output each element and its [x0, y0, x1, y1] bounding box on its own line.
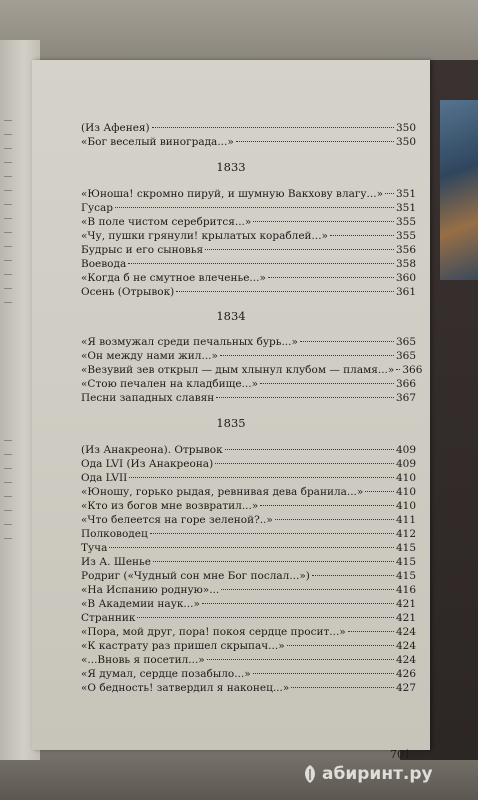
toc-entry — [81, 378, 416, 392]
left-page-text-mark — [4, 274, 12, 275]
toc-entry-title: «Я возмужал среди печальных бурь...» — [81, 336, 298, 348]
leader-dots — [129, 477, 394, 478]
left-page-text-mark — [4, 454, 12, 455]
year-heading: 1833 — [216, 160, 246, 174]
toc-entry-page: 426 — [395, 668, 416, 680]
left-page-text-mark — [4, 496, 12, 497]
toc-entry-title: «На Испанию родную»... — [81, 584, 220, 596]
toc-entry-page: 356 — [395, 244, 416, 256]
leader-dots — [150, 533, 394, 534]
leader-dots — [330, 235, 394, 236]
toc-entry-title: «Стою печален на кладбище...» — [81, 378, 258, 390]
toc-entry-page: 358 — [395, 258, 416, 270]
toc-entry — [81, 556, 416, 570]
leader-dots — [153, 561, 394, 562]
left-page-text-mark — [4, 538, 12, 539]
leader-dots — [300, 341, 394, 342]
left-page-text-mark — [4, 190, 12, 191]
toc-entry — [81, 122, 416, 136]
leader-dots — [137, 617, 394, 618]
toc-entry-page: 421 — [395, 598, 416, 610]
toc-entry — [81, 350, 416, 364]
leader-dots — [109, 547, 394, 548]
leader-dots — [268, 277, 394, 278]
toc-entry-title: «Пора, мой друг, пора! покоя сердце просит...» — [81, 626, 346, 638]
leader-dots — [152, 127, 394, 128]
toc-entry-title: Воевода — [81, 258, 127, 270]
toc-entry-title: Из А. Шенье — [81, 556, 151, 568]
toc-entry-title: Полководец — [81, 528, 148, 540]
toc-entry-page: 367 — [395, 392, 416, 404]
left-page-text-mark — [4, 246, 12, 247]
left-page-text-mark — [4, 302, 12, 303]
toc-entry-page: 410 — [395, 500, 416, 512]
leader-dots — [216, 397, 394, 398]
toc-entry-title: «К кастрату раз пришел скрыпач...» — [81, 640, 285, 652]
labirint-logo-icon — [302, 764, 318, 784]
watermark-text: абиринт.ру — [322, 764, 433, 784]
leader-dots — [365, 491, 394, 492]
leader-dots — [396, 369, 400, 370]
toc-entry-page: 350 — [395, 122, 416, 134]
toc-entry-page: 351 — [395, 188, 416, 200]
toc-entry-page: 424 — [395, 626, 416, 638]
toc-entry — [81, 472, 416, 486]
toc-entry-title: «Когда б не смутное влеченье...» — [81, 272, 266, 284]
toc-entry-page: 360 — [395, 272, 416, 284]
leader-dots — [236, 141, 394, 142]
left-page-text-mark — [4, 260, 12, 261]
toc-entry-page: 416 — [395, 584, 416, 596]
toc-entry — [81, 188, 416, 202]
toc-entry — [81, 542, 416, 556]
left-page-text-mark — [4, 120, 12, 121]
toc-entry-page: 409 — [395, 458, 416, 470]
toc-entry-title: «Кто из богов мне возвратил...» — [81, 500, 259, 512]
leader-dots — [312, 575, 394, 576]
leader-dots — [215, 463, 394, 464]
toc-entry — [81, 272, 416, 286]
year-heading: 1835 — [216, 416, 246, 430]
toc-entry-title: «Бог веселый винограда...» — [81, 136, 234, 148]
toc-entry — [81, 514, 416, 528]
left-page-text-mark — [4, 440, 12, 441]
cover-illustration — [440, 100, 478, 280]
toc-entry — [81, 626, 416, 640]
toc-entry-title: «Юноша! скромно пируй, и шумную Вакхову влагу...» — [81, 188, 383, 200]
toc-entry — [81, 230, 416, 244]
left-page-text-mark — [4, 524, 12, 525]
leader-dots — [128, 263, 394, 264]
toc-entry-page: 411 — [395, 514, 416, 526]
toc-entry-page: 355 — [395, 230, 416, 242]
toc-entry — [81, 598, 416, 612]
toc-entry — [81, 486, 416, 500]
leader-dots — [225, 449, 394, 450]
toc-entry-page: 365 — [395, 336, 416, 348]
toc-entry-page: 351 — [395, 202, 416, 214]
toc-entry — [81, 458, 416, 472]
toc-entry-page: 366 — [395, 378, 416, 390]
toc-entry — [81, 286, 416, 300]
toc-entry-title: «...Вновь я посетил...» — [81, 654, 205, 666]
toc-entry-title: Ода LVI (Из Анакреона) — [81, 458, 214, 470]
left-page-text-mark — [4, 204, 12, 205]
left-page-text-mark — [4, 148, 12, 149]
toc-entry — [81, 364, 423, 378]
toc-entry-page: 415 — [395, 570, 416, 582]
toc-entry-title: «Что белеется на горе зеленой?..» — [81, 514, 273, 526]
toc-entry-title: «Я думал, сердце позабыло...» — [81, 668, 251, 680]
left-page-text-mark — [4, 176, 12, 177]
toc-entry — [81, 244, 416, 258]
leader-dots — [253, 221, 394, 222]
leader-dots — [348, 631, 394, 632]
left-page-text-mark — [4, 482, 12, 483]
toc-entry-page: 410 — [395, 486, 416, 498]
left-page-text-mark — [4, 288, 12, 289]
toc-entry-page: 355 — [395, 216, 416, 228]
left-page-text-mark — [4, 232, 12, 233]
toc-entry-page: 350 — [395, 136, 416, 148]
toc-entry — [81, 216, 416, 230]
toc-entry — [81, 444, 416, 458]
toc-entry-title: Туча — [81, 542, 108, 554]
toc-entry — [81, 612, 416, 626]
toc-entry-page: 415 — [395, 542, 416, 554]
toc-entry-title: (Из Афенея) — [81, 122, 150, 134]
leader-dots — [221, 589, 394, 590]
leader-dots — [287, 645, 394, 646]
toc-entry — [81, 654, 416, 668]
book-page — [32, 60, 430, 761]
toc-entry-title: «О бедность! затвердил я наконец...» — [81, 682, 290, 694]
toc-entry-title: Песни западных славян — [81, 392, 215, 404]
leader-dots — [220, 355, 394, 356]
toc-entry — [81, 336, 416, 350]
leader-dots — [207, 659, 394, 660]
leader-dots — [275, 519, 394, 520]
toc-entry-page: 424 — [395, 654, 416, 666]
toc-entry-title: «В Академии наук...» — [81, 598, 200, 610]
leader-dots — [260, 505, 394, 506]
toc-entry — [81, 136, 416, 150]
leader-dots — [202, 603, 394, 604]
toc-entry-title: Ода LVII — [81, 472, 128, 484]
toc-entry-title: «Чу, пушки грянули! крылатых кораблей...» — [81, 230, 328, 242]
toc-entry — [81, 682, 416, 696]
toc-entry — [81, 584, 416, 598]
leader-dots — [205, 249, 394, 250]
toc-entry-page: 427 — [395, 682, 416, 694]
leader-dots — [176, 291, 394, 292]
leader-dots — [385, 193, 394, 194]
toc-entry-title: «В поле чистом серебрится...» — [81, 216, 252, 228]
toc-entry-title: Странник — [81, 612, 136, 624]
toc-entry-page: 361 — [395, 286, 416, 298]
toc-entry-page: 424 — [395, 640, 416, 652]
toc-entry — [81, 570, 416, 584]
toc-entry-page: 365 — [395, 350, 416, 362]
left-page-text-mark — [4, 162, 12, 163]
toc-entry-page: 415 — [395, 556, 416, 568]
toc-entry-title: Будрыс и его сыновья — [81, 244, 204, 256]
toc-entry-page: 409 — [395, 444, 416, 456]
toc-entry-title: (Из Анакреона). Отрывок — [81, 444, 223, 456]
leader-dots — [291, 687, 394, 688]
toc-entry-title: Родриг («Чудный сон мне Бог послал...») — [81, 570, 310, 582]
toc-entry — [81, 392, 416, 406]
background-top — [0, 0, 478, 60]
toc-entry-title: «Он между нами жил...» — [81, 350, 218, 362]
toc-entry — [81, 202, 416, 216]
toc-entry — [81, 258, 416, 272]
page-number: 701 — [390, 748, 411, 761]
year-heading: 1834 — [216, 309, 246, 323]
toc-entry — [81, 528, 416, 542]
leader-dots — [260, 383, 394, 384]
toc-entry-page: 412 — [395, 528, 416, 540]
left-page-text-mark — [4, 468, 12, 469]
toc-entry-page: 410 — [395, 472, 416, 484]
left-page-text-mark — [4, 134, 12, 135]
leader-dots — [253, 673, 394, 674]
toc-entry — [81, 640, 416, 654]
toc-entry-title: «Везувий зев открыл — дым хлынул клубом — пламя...» — [81, 364, 395, 376]
leader-dots — [115, 207, 394, 208]
toc-entry-page: 421 — [395, 612, 416, 624]
toc-entry-title: Осень (Отрывок) — [81, 286, 175, 298]
left-page-text-mark — [4, 510, 12, 511]
toc-entry — [81, 500, 416, 514]
toc-entry-title: Гусар — [81, 202, 113, 214]
left-page-text-mark — [4, 218, 12, 219]
toc-entry-page: 366 — [402, 364, 423, 376]
toc-entry — [81, 668, 416, 682]
toc-entry-title: «Юношу, горько рыдая, ревнивая дева бранила...» — [81, 486, 364, 498]
